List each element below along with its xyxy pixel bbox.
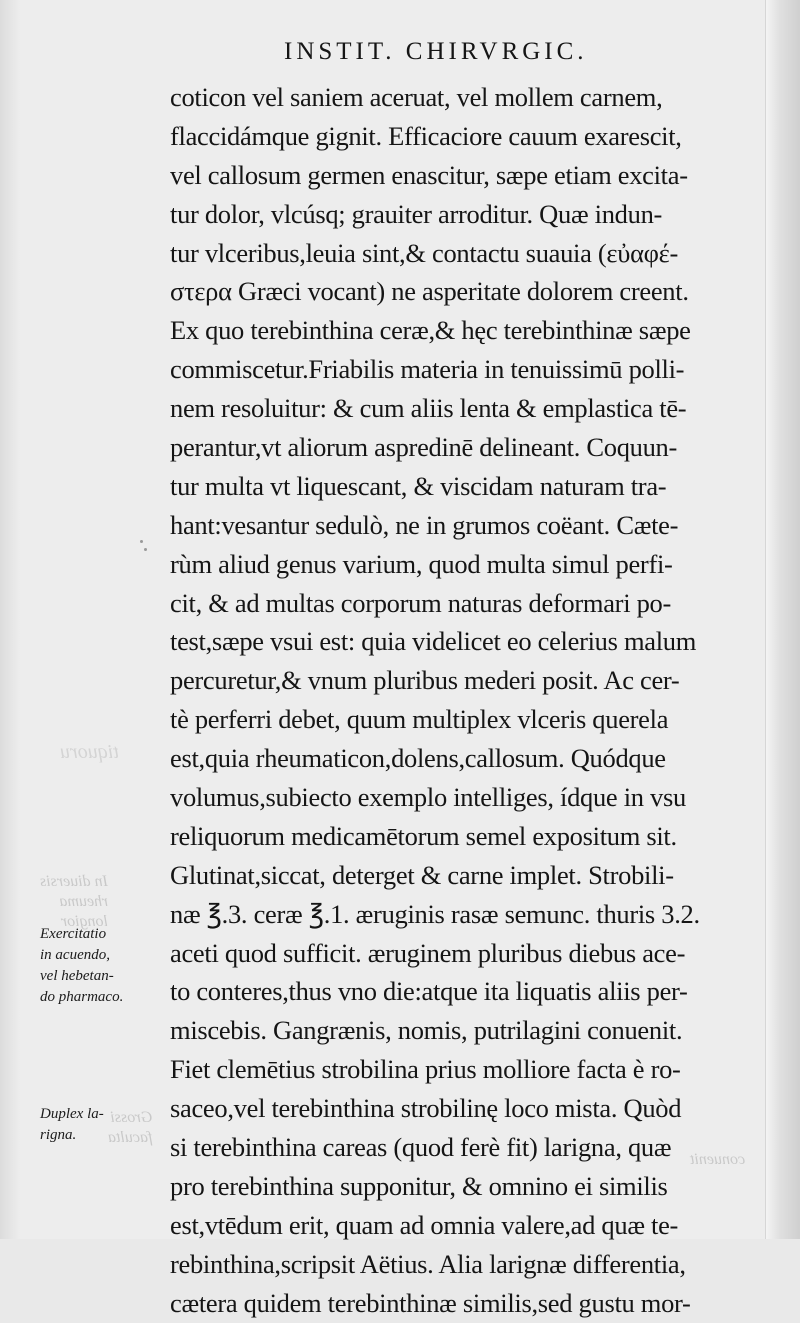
text-line: reliquorum medicamētorum semel expositum sit. xyxy=(170,820,677,851)
bleed-through-text: conuenit xyxy=(690,1151,746,1168)
margin-note-line: vel hebetan- xyxy=(40,968,114,984)
text-line: tur dolor, vlcúsq; grauiter arroditur. Quæ indun- xyxy=(170,198,663,229)
margin-note xyxy=(40,1104,165,1146)
text-line: pro terebinthina supponitur, & omnino ei similis xyxy=(170,1170,668,1201)
text-line: perantur,vt aliorum aspredinē delineant. Coquun- xyxy=(170,432,678,463)
text-line: est,quia rheumaticon,dolens,callosum. Quódque xyxy=(170,743,666,774)
margin-note-line: Exercitatio xyxy=(40,926,107,942)
text-line: commiscetur.Friabilis materia in tenuissimū polli- xyxy=(170,354,685,385)
text-line: tè perferri debet, quum multiplex vlceris querela xyxy=(170,704,669,735)
text-line: nem resoluitur: & cum aliis lenta & emplastica tē- xyxy=(170,393,687,424)
text-line: to conteres,thus vno die:atque ita liquatis aliis per- xyxy=(170,976,688,1007)
text-line: cætera quidem terebinthinæ similis,sed gustu mor- xyxy=(170,1287,691,1318)
text-line: flaccidámque gignit. Efficaciore cauum exarescit, xyxy=(170,120,682,151)
text-line: Ex quo terebinthina ceræ,& hęc terebinthinæ sæpe xyxy=(170,315,691,346)
margin-note xyxy=(40,924,165,1008)
margin-note-line: do pharmaco. xyxy=(40,989,124,1005)
text-line: est,vtēdum erit, quam ad omnia valere,ad quæ te- xyxy=(170,1209,679,1240)
text-line: næ ℥.3. ceræ ℥.1. æruginis rasæ semunc. thuris 3.2. xyxy=(170,898,700,929)
running-header: INSTIT. CHIRVRGIC. xyxy=(284,38,588,65)
text-line: Glutinat,siccat, deterget & carne implet. Strobili- xyxy=(170,859,674,890)
text-line: miscebis. Gangrænis, nomis, putrilagini conuenit. xyxy=(170,1015,683,1046)
body-text xyxy=(170,78,742,1323)
text-line: cit, & ad multas corporum naturas deformari po- xyxy=(170,587,672,618)
margin-note-line: rigna. xyxy=(40,1127,77,1143)
text-line: si terebinthina careas (quod ferè fit) larigna, quæ xyxy=(170,1132,672,1163)
ink-specks xyxy=(140,540,146,546)
bleed-through-text: In diuersis rheuma longior xyxy=(40,873,108,930)
text-line: rebinthina,scripsit Aëtius. Alia larignæ differentia, xyxy=(170,1248,686,1279)
text-line: hant:vesantur sedulò, ne in grumos coëant. Cæte- xyxy=(170,509,679,540)
bleed-through-text: tiquoru xyxy=(60,741,119,763)
text-line: percuretur,& vnum pluribus mederi posit. Ac cer- xyxy=(170,665,680,696)
text-line: coticon vel saniem aceruat, vel mollem carnem, xyxy=(170,82,663,112)
text-line: test,sæpe vsui est: quia videlicet eo celerius malum xyxy=(170,626,697,657)
page-edge xyxy=(765,0,800,1239)
text-line: tur vlceribus,leuia sint,& contactu suauia (εὐαφέ- xyxy=(170,237,679,268)
page-gutter-shadow xyxy=(0,0,20,1239)
text-line: tur multa vt liquescant, & viscidam naturam tra- xyxy=(170,470,667,501)
text-line: aceti quod sufficit. æruginem pluribus diebus ace- xyxy=(170,937,686,968)
bleed-through-text: Grossi faculta xyxy=(108,1109,153,1146)
margin-note-line: in acuendo, xyxy=(40,947,110,963)
text-line: volumus,subiecto exemplo intelliges, ídque in vsu xyxy=(170,782,686,813)
text-line: στερα Græci vocant) ne asperitate dolorem creent. xyxy=(170,276,689,307)
text-line: Fiet clemētius strobilina prius molliore facta è ro- xyxy=(170,1054,681,1085)
margin-note-line: Duplex la- xyxy=(40,1106,104,1122)
text-line: saceo,vel terebinthina strobilinę loco mista. Quòd xyxy=(170,1093,682,1124)
text-line: rùm aliud genus varium, quod multa simul perfi- xyxy=(170,548,673,579)
text-line: vel callosum germen enascitur, sæpe etiam excita- xyxy=(170,159,688,190)
